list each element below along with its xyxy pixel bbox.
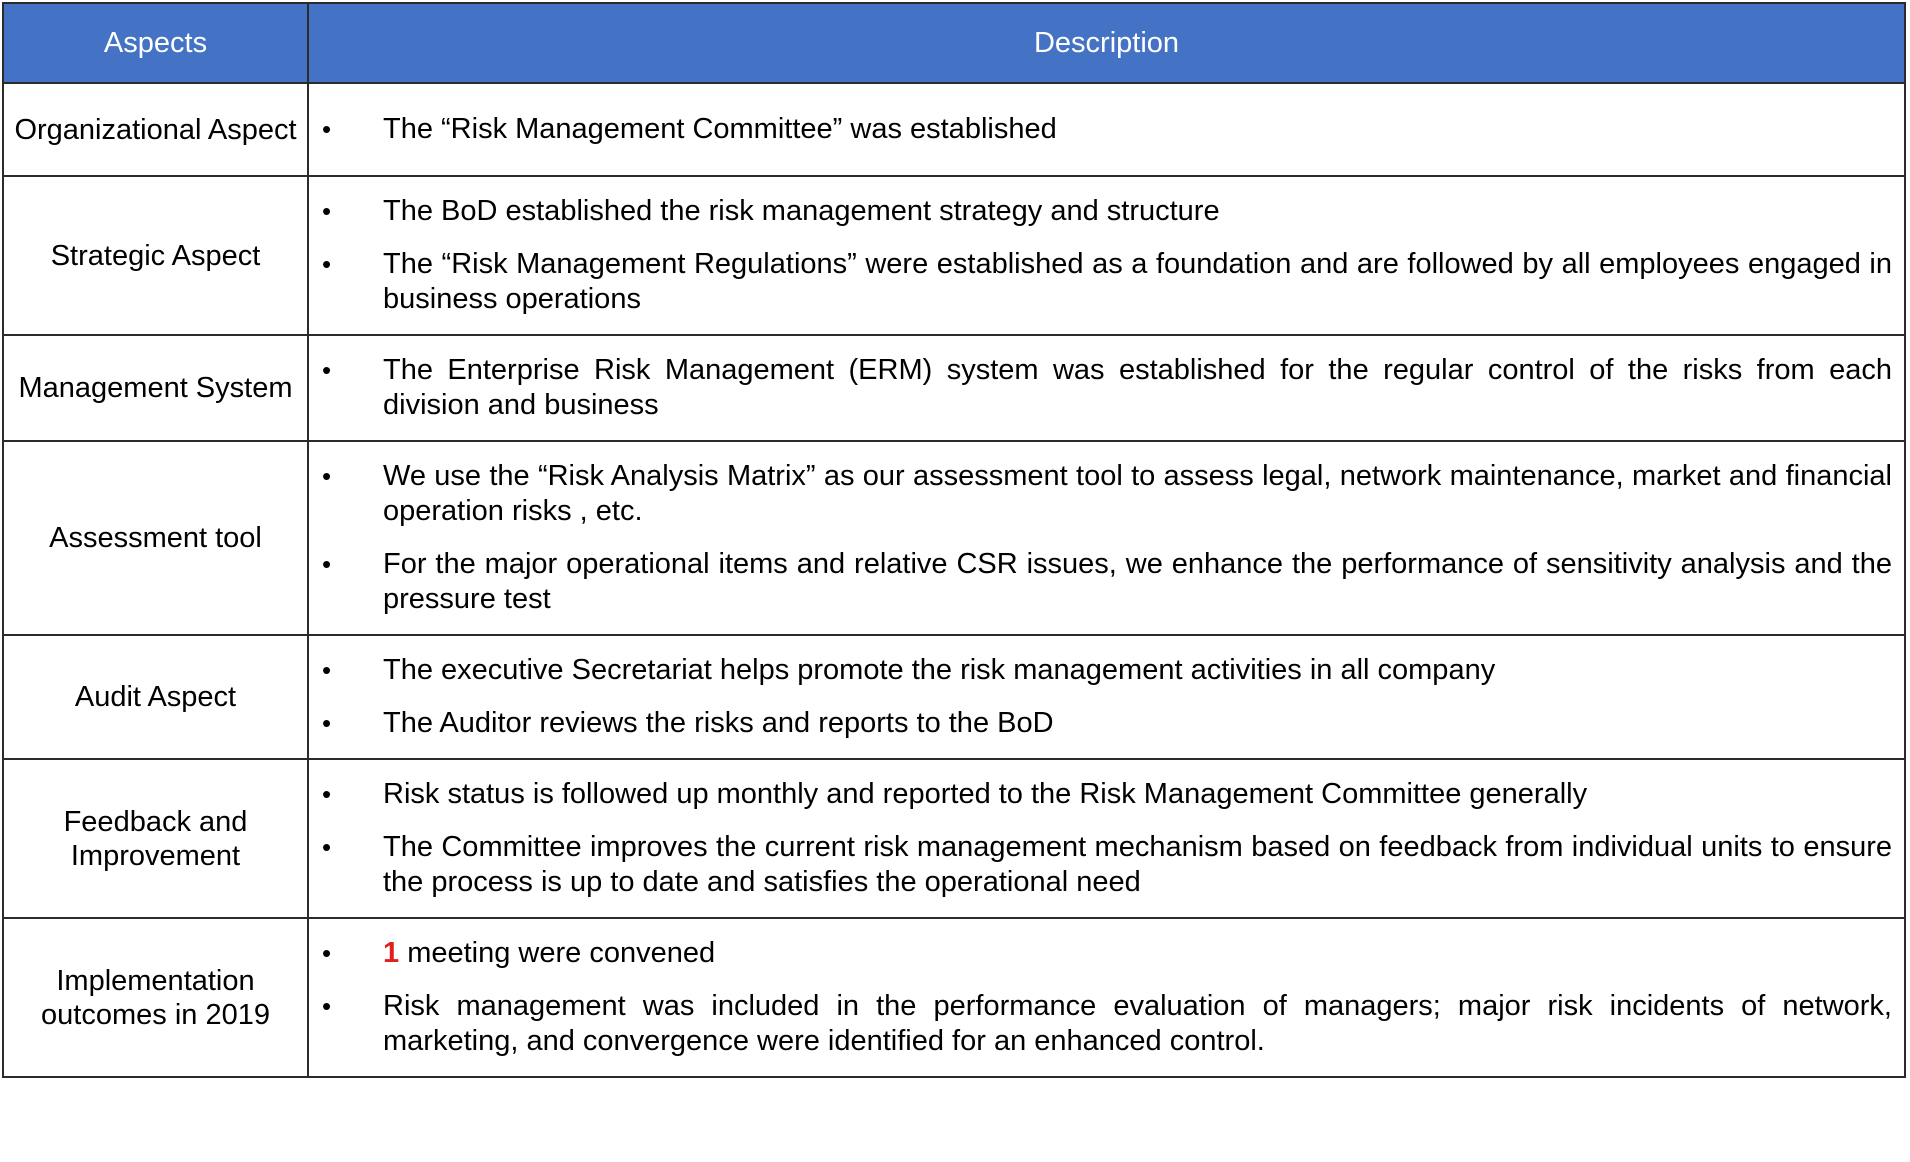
list-item xyxy=(309,112,1892,147)
aspect-cell: Organizational Aspect xyxy=(3,83,308,176)
list-item xyxy=(309,989,1892,1059)
table-row-feedback xyxy=(3,759,1905,918)
aspect-cell: Audit Aspect xyxy=(3,635,308,759)
description-cell xyxy=(308,918,1905,1077)
bullet-text: meeting were convened xyxy=(399,937,716,969)
aspect-cell: Feedback and Improvement xyxy=(3,759,308,918)
list-item xyxy=(309,936,1892,971)
bullet-text: The executive Secretariat helps promote the risk management activities in all company xyxy=(383,654,1496,686)
bullet-icon: • xyxy=(322,708,332,738)
list-item xyxy=(309,830,1892,900)
bullet-text: The Enterprise Risk Management (ERM) system was established for the regular control of the risks from each division and business xyxy=(383,354,1892,421)
meeting-count: 1 xyxy=(383,937,400,969)
risk-management-table-container xyxy=(2,2,1904,1078)
bullet-text: For the major operational items and relative CSR issues, we enhance the performance of sensitivity analysis and the pressure test xyxy=(383,548,1892,615)
list-item xyxy=(309,194,1892,229)
bullet-icon: • xyxy=(322,938,332,968)
bullet-icon: • xyxy=(322,114,332,144)
table-row-audit xyxy=(3,635,1905,759)
description-cell xyxy=(308,83,1905,176)
list-item xyxy=(309,653,1892,688)
bullet-icon: • xyxy=(322,991,332,1021)
bullet-list xyxy=(309,653,1892,741)
list-item xyxy=(309,706,1892,741)
list-item xyxy=(309,459,1892,529)
bullet-list xyxy=(309,459,1892,617)
bullet-text: The “Risk Management Regulations” were established as a foundation and are followed by all employees engaged in business operations xyxy=(383,248,1892,315)
table-row-strategic xyxy=(3,176,1905,335)
risk-management-table xyxy=(2,2,1906,1078)
description-cell xyxy=(308,441,1905,635)
table-row-implementation xyxy=(3,918,1905,1077)
bullet-list xyxy=(309,777,1892,900)
bullet-icon: • xyxy=(322,779,332,809)
table-row-management-system xyxy=(3,335,1905,441)
table-row-organizational xyxy=(3,83,1905,176)
bullet-icon: • xyxy=(322,355,332,385)
bullet-icon: • xyxy=(322,461,332,491)
description-cell xyxy=(308,176,1905,335)
bullet-list xyxy=(309,112,1892,147)
bullet-list xyxy=(309,353,1892,423)
bullet-list xyxy=(309,194,1892,317)
list-item xyxy=(309,247,1892,317)
bullet-text: The BoD established the risk management strategy and structure xyxy=(383,195,1220,227)
description-cell xyxy=(308,635,1905,759)
header-description: Description xyxy=(308,3,1905,83)
description-cell xyxy=(308,759,1905,918)
bullet-text: Risk management was included in the performance evaluation of managers; major risk incidents of network, marketing, and convergence were identified for an enhanced control. xyxy=(383,990,1892,1057)
aspect-cell: Management System xyxy=(3,335,308,441)
table-header-row xyxy=(3,3,1905,83)
bullet-text: We use the “Risk Analysis Matrix” as our assessment tool to assess legal, network maintenance, market and financial operation risks , etc. xyxy=(383,460,1892,527)
table-row-assessment-tool xyxy=(3,441,1905,635)
list-item xyxy=(309,353,1892,423)
bullet-text: Risk status is followed up monthly and reported to the Risk Management Committee generally xyxy=(383,778,1588,810)
bullet-text: The Auditor reviews the risks and reports to the BoD xyxy=(383,707,1054,739)
list-item xyxy=(309,777,1892,812)
bullet-icon: • xyxy=(322,655,332,685)
bullet-list xyxy=(309,936,1892,1059)
bullet-text: The “Risk Management Committee” was established xyxy=(383,113,1057,145)
bullet-icon: • xyxy=(322,196,332,226)
bullet-icon: • xyxy=(322,249,332,279)
bullet-icon: • xyxy=(322,549,332,579)
aspect-cell: Implementation outcomes in 2019 xyxy=(3,918,308,1077)
aspect-cell: Assessment tool xyxy=(3,441,308,635)
header-aspects: Aspects xyxy=(3,3,308,83)
aspect-cell: Strategic Aspect xyxy=(3,176,308,335)
list-item xyxy=(309,547,1892,617)
bullet-icon: • xyxy=(322,832,332,862)
description-cell xyxy=(308,335,1905,441)
bullet-text: The Committee improves the current risk management mechanism based on feedback from individual units to ensure the process is up to date and satisfies the operational need xyxy=(383,831,1892,898)
